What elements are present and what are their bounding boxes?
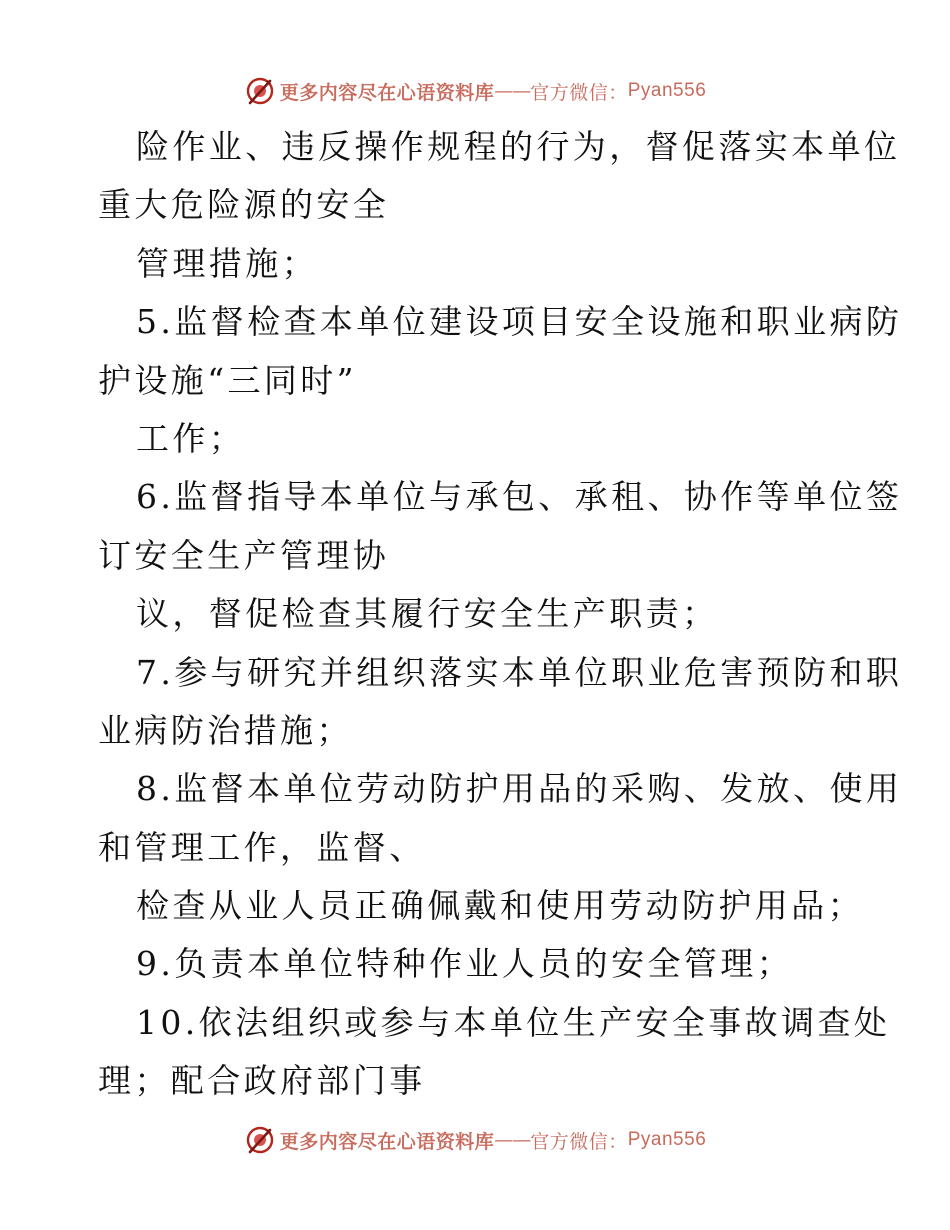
header-watermark xyxy=(0,74,950,108)
footer-watermark xyxy=(0,1123,950,1157)
text-line: 险作业、违反操作规程的行为，督促落实本单位 xyxy=(136,127,901,166)
text-line: 6.监督指导本单位与承包、承租、协作等单位签 xyxy=(136,477,903,517)
text-line: 检查从业人员正确佩戴和使用劳动防护用品； xyxy=(136,886,864,926)
watermark-contact-id: Pyan556 xyxy=(627,1129,707,1150)
text-line: 订安全生产管理协 xyxy=(98,535,390,575)
text-line: 业病防治措施； xyxy=(98,710,353,750)
quill-pen-circle-icon xyxy=(244,75,276,107)
text-line: 5.监督检查本单位建设项目安全设施和职业病防 xyxy=(136,302,903,342)
watermark-contact-label: 官方微信： xyxy=(530,81,628,104)
text-line: 和管理工作，监督、 xyxy=(98,827,426,867)
text-line: 8.监督本单位劳动防护用品的采购、发放、使用 xyxy=(136,769,903,809)
text-line: 护设施“三同时” xyxy=(98,360,357,400)
text-line: 工作； xyxy=(136,418,246,458)
watermark-brand: 更多内容尽在心语资料库 xyxy=(279,81,495,104)
watermark-dash: —— xyxy=(494,1129,531,1151)
watermark-dash: —— xyxy=(494,80,531,102)
text-line: 议，督促检查其履行安全生产职责； xyxy=(136,594,719,634)
text-line: 理；配合政府部门事 xyxy=(98,1061,426,1101)
watermark-contact-id: Pyan556 xyxy=(627,80,707,101)
text-line: 7.参与研究并组织落实本单位职业危害预防和职 xyxy=(136,652,903,692)
text-line: 9.负责本单位特种作业人员的安全管理； xyxy=(136,944,794,984)
watermark-brand: 更多内容尽在心语资料库 xyxy=(279,1130,495,1153)
document-body xyxy=(98,118,903,1111)
text-line: 10.依法组织或参与本单位生产安全事故调查处 xyxy=(136,1002,891,1042)
text-line: 重大危险源的安全 xyxy=(98,185,390,225)
watermark-contact-label: 官方微信： xyxy=(530,1130,628,1153)
quill-pen-circle-icon xyxy=(244,1124,276,1156)
text-line: 管理措施； xyxy=(136,243,318,283)
